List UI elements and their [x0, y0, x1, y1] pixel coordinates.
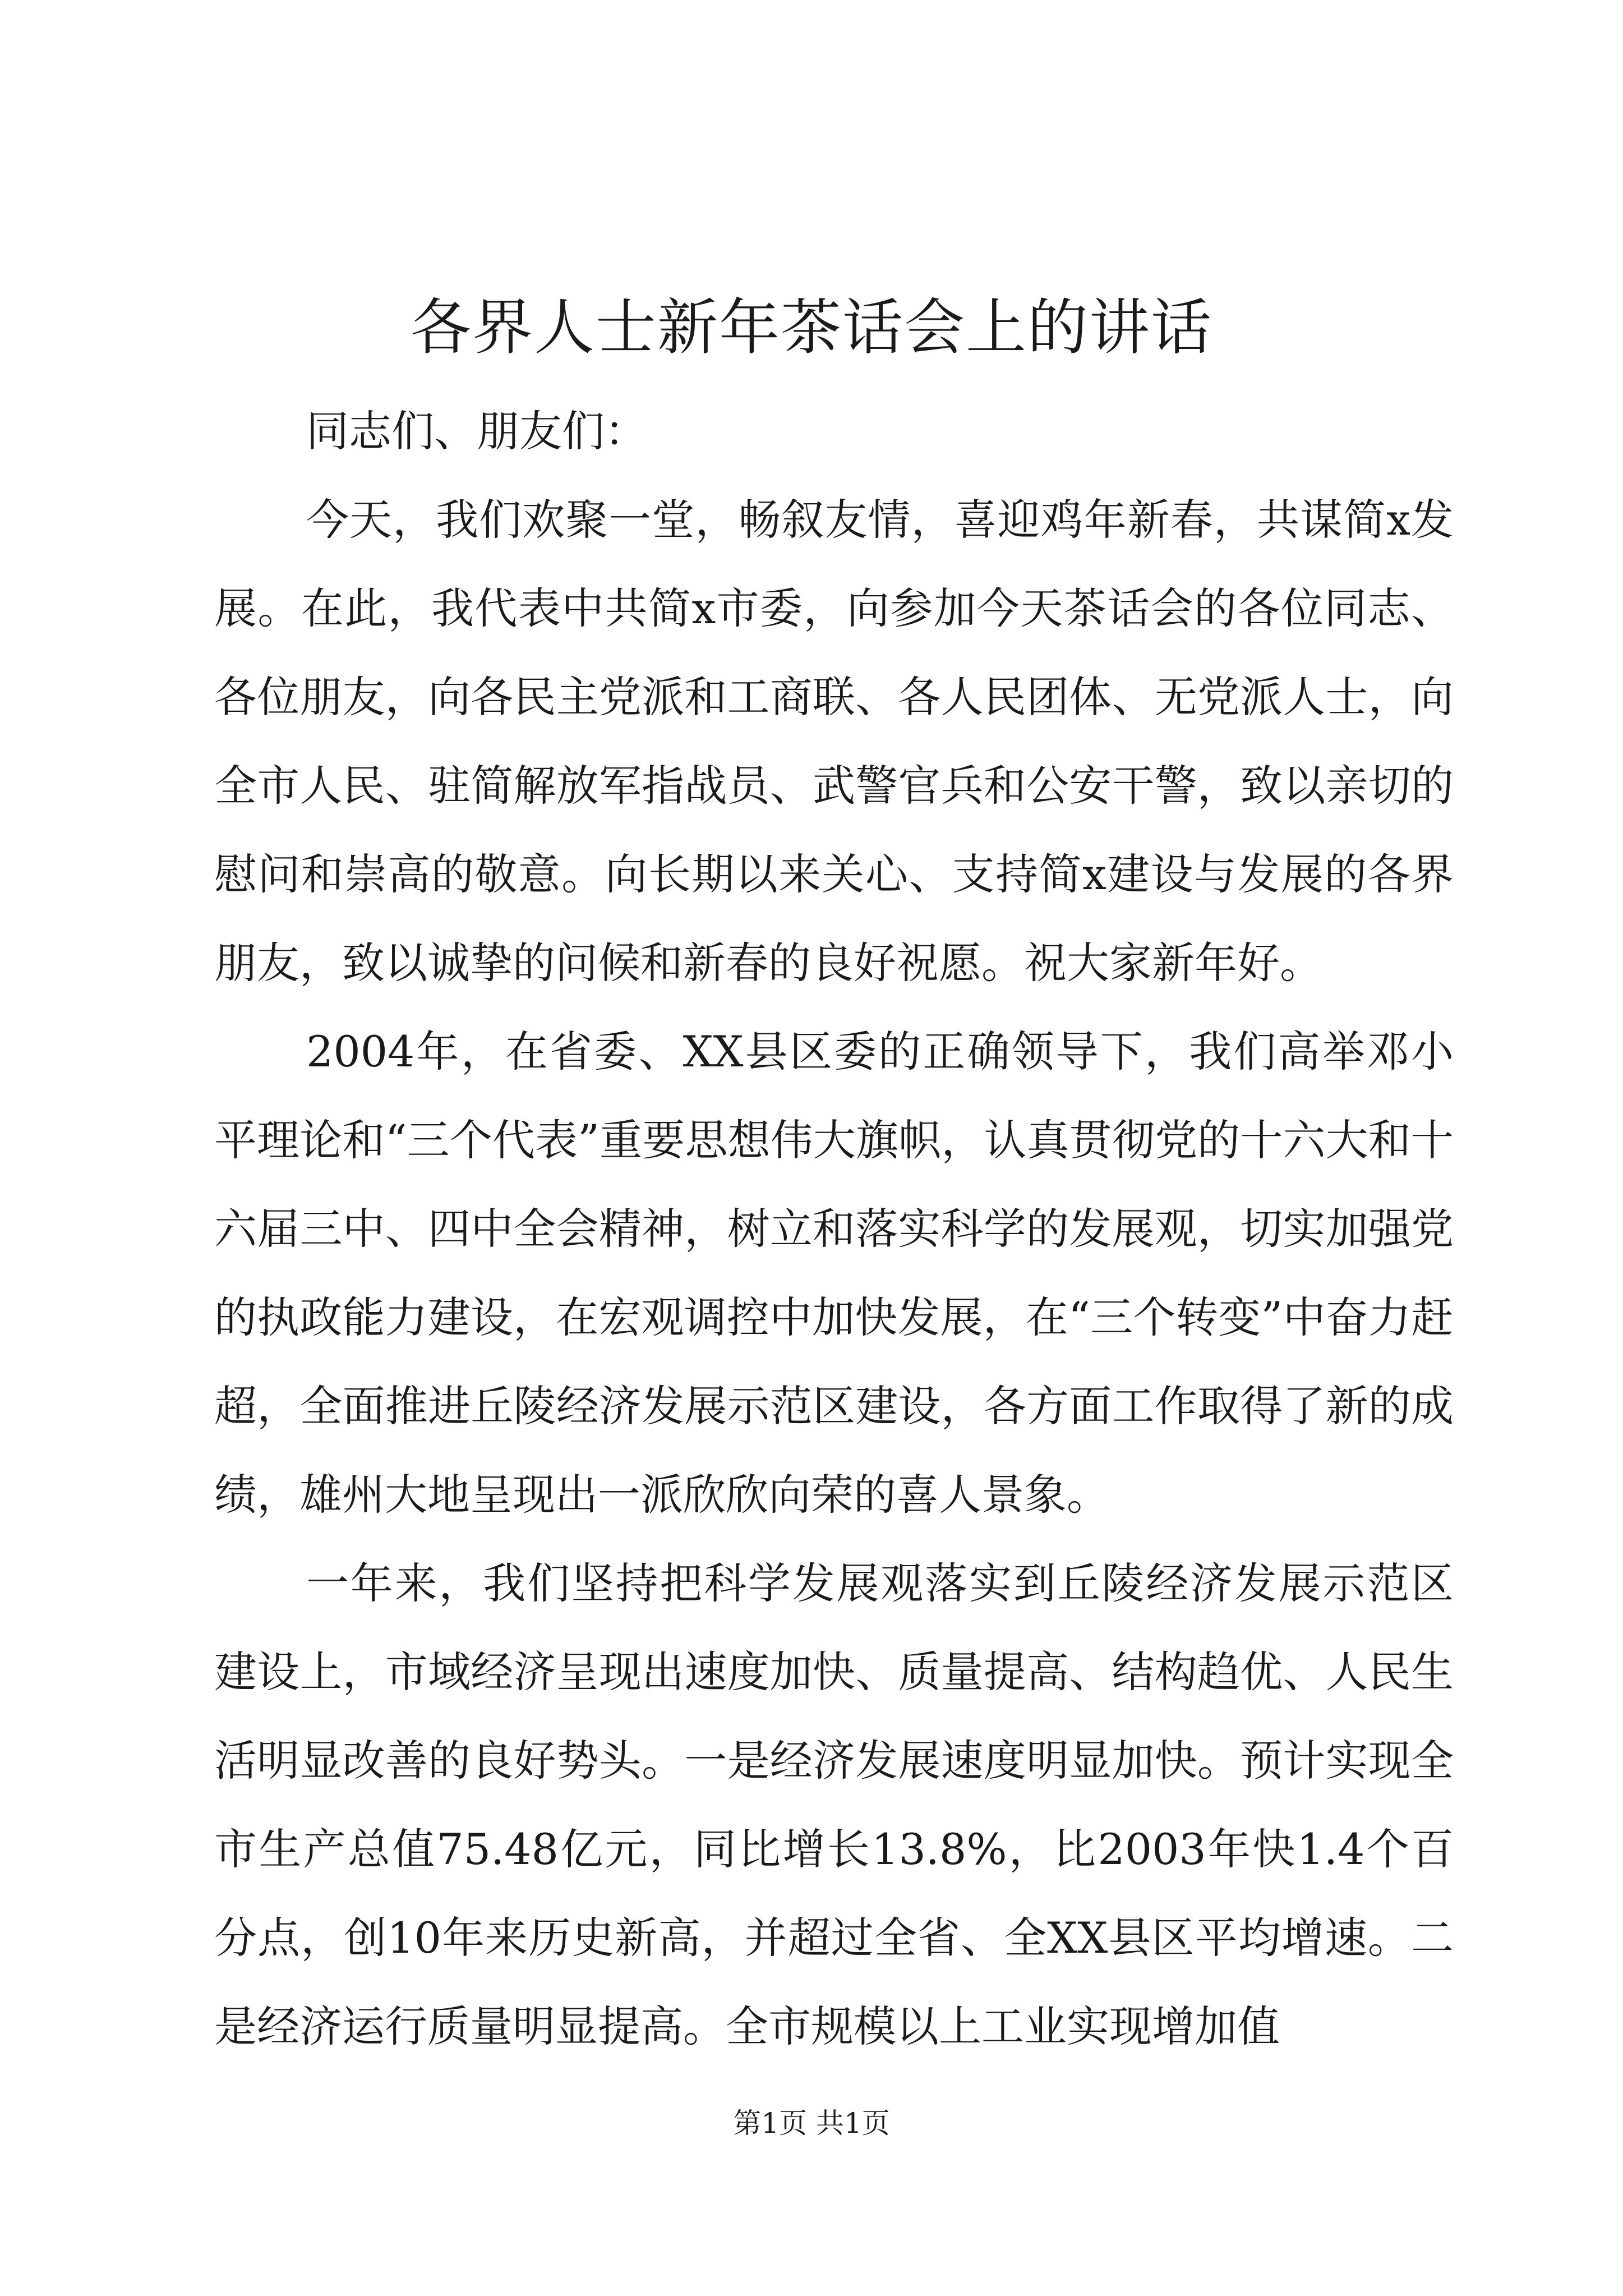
document-body	[214, 387, 1454, 2071]
salutation: 同志们、朋友们：	[306, 406, 647, 456]
paragraph-2: 2004年，在省委、XX县区委的正确领导下，我们高举邓小平理论和“三个代表”重要思想伟大旗帜，认真贯彻党的十六大和十六届三中、四中全会精神，树立和落实科学的发展观，切实加强党的执政能力建设，在宏观调控中加快发展，在“三个转变”中奋力赶超，全面推进丘陵经济发展示范区建设，各方面工作取得了新的成绩，雄州大地呈现出一派欣欣向荣的喜人景象。	[214, 1027, 1454, 1520]
paragraph-3: 一年来，我们坚持把科学发展观落实到丘陵经济发展示范区建设上，市域经济呈现出速度加快、质量提高、结构趋优、人民生活明显改善的良好势头。一是经济发展速度明显加快。预计实现全市生产总值75.48亿元，同比增长13.8%，比2003年快1.4个百分点，创10年来历史新高，并超过全省、全XX县区平均增速。二是经济运行质量明显提高。全市规模以上工业实现增加值	[214, 1558, 1454, 2051]
document-title: 各界人士新年茶话会上的讲话	[410, 293, 1212, 363]
page-footer: 第1页 共1页	[733, 2107, 890, 2139]
paragraph-1: 今天，我们欢聚一堂，畅叙友情，喜迎鸡年新春，共谋简x发展。在此，我代表中共简x市委，向参加今天茶话会的各位同志、各位朋友，向各民主党派和工商联、各人民团体、无党派人士，向全市人民、驻简解放军指战员、武警官兵和公安干警，致以亲切的慰问和崇高的敬意。向长期以来关心、支持简x建设与发展的各界朋友，致以诚挚的问候和新春的良好祝愿。祝大家新年好。	[214, 495, 1454, 988]
